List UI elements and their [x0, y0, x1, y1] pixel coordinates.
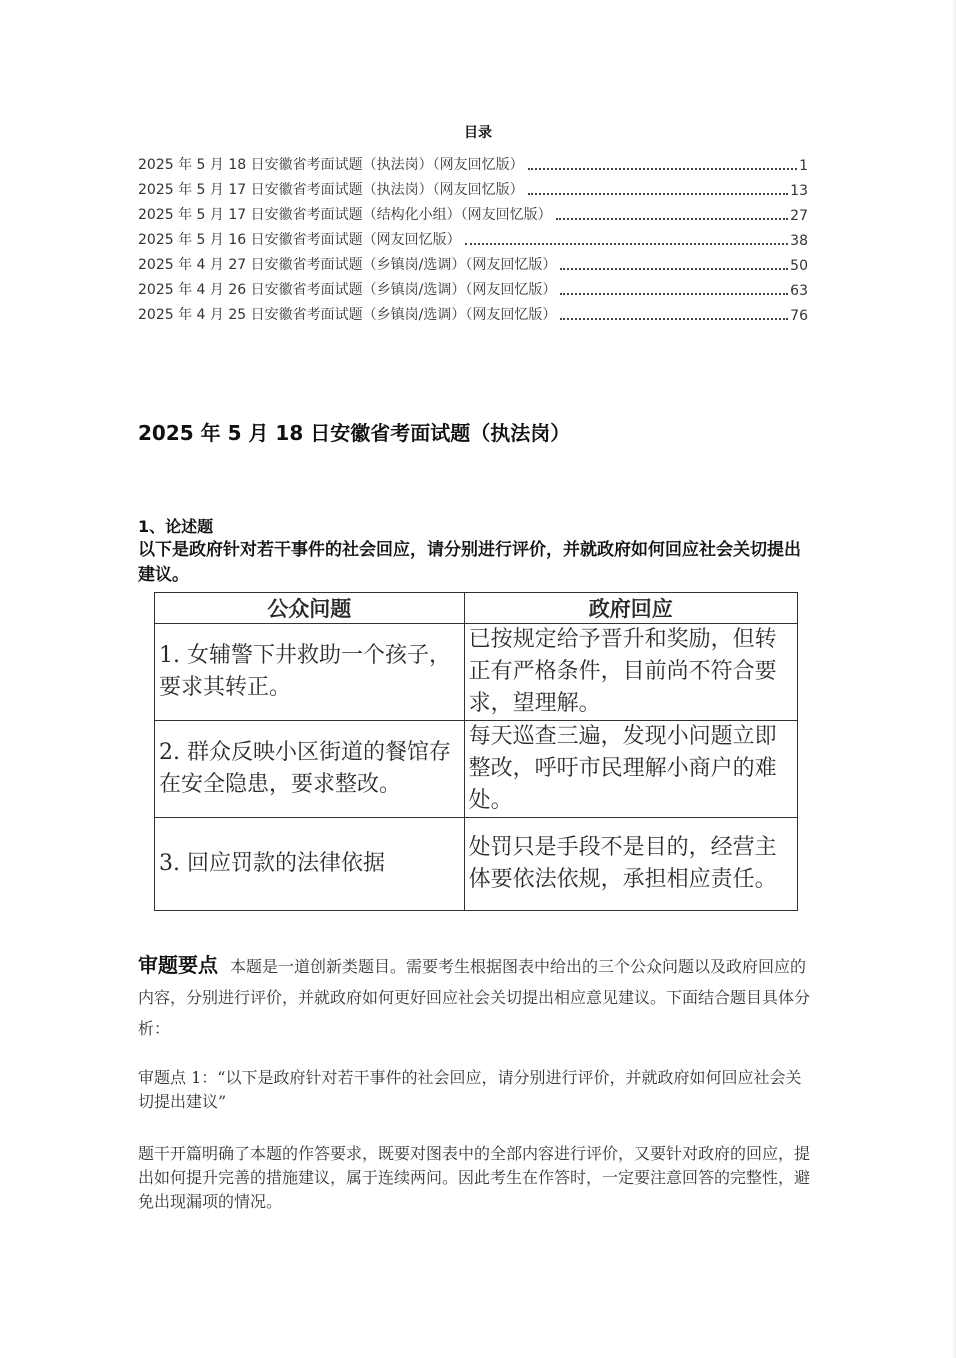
question-table	[154, 592, 798, 911]
response-cell: 每天巡查三遍，发现小问题立即整改，呼吁市民理解小商户的难处。	[464, 721, 797, 818]
toc-entry-page: 76	[790, 308, 808, 324]
toc-leader-dots	[528, 192, 789, 195]
response-cell: 已按规定给予晋升和奖励，但转正有严格条件，目前尚不符合要求，望理解。	[464, 624, 797, 721]
toc-leader-dots	[465, 242, 789, 245]
analysis-point-1: 审题点 1：“以下是政府针对若干事件的社会回应，请分别进行评价，并就政府如何回应社会关切提出建议”	[138, 1068, 802, 1111]
toc-entry-text: 2025 年 5 月 17 日安徽省考面试题（执法岗）（网友回忆版）	[138, 182, 524, 198]
toc-entry-text: 2025 年 5 月 16 日安徽省考面试题（网友回忆版）	[138, 232, 461, 248]
issue-cell: 1. 女辅警下井救助一个孩子，要求其转正。	[155, 624, 465, 721]
table-of-contents	[138, 149, 808, 324]
toc-entry-page: 27	[790, 208, 808, 224]
toc-leader-dots	[556, 217, 789, 220]
toc-entry-text: 2025 年 4 月 27 日安徽省考面试题（乡镇岗/选调）（网友回忆版）	[138, 257, 557, 273]
toc-entry-text: 2025 年 5 月 18 日安徽省考面试题（执法岗）（网友回忆版）	[138, 157, 524, 173]
toc-leader-dots	[560, 267, 788, 270]
question-number: 1、论述题	[138, 517, 214, 536]
table-header-row	[155, 593, 798, 624]
toc-entry-text: 2025 年 4 月 26 日安徽省考面试题（乡镇岗/选调）（网友回忆版）	[138, 282, 557, 298]
toc-entry[interactable]	[138, 149, 808, 174]
header-public-issue: 公众问题	[155, 593, 465, 624]
question-prompt: 以下是政府针对若干事件的社会回应，请分别进行评价，并就政府如何回应社会关切提出建议。	[138, 540, 801, 585]
analysis-point-1-detail: 题干开篇明确了本题的作答要求，既要对图表中的全部内容进行评价，又要针对政府的回应，提出如何提升完善的措施建议，属于连续两问。因此考生在作答时，一定要注意回答的完整性，避免出现漏项的情况。	[138, 1144, 811, 1211]
table-row	[155, 624, 798, 721]
toc-entry[interactable]	[138, 199, 808, 224]
toc-entry[interactable]	[138, 299, 808, 324]
toc-entry-text: 2025 年 4 月 25 日安徽省考面试题（乡镇岗/选调）（网友回忆版）	[138, 307, 557, 323]
toc-entry-text: 2025 年 5 月 17 日安徽省考面试题（结构化小组）（网友回忆版）	[138, 207, 552, 223]
toc-entry-page: 13	[790, 183, 808, 199]
toc-leader-dots	[560, 292, 788, 295]
analysis-heading: 审题要点	[138, 953, 218, 977]
toc-entry-page: 50	[790, 258, 808, 274]
analysis-intro	[138, 950, 814, 1044]
issue-cell: 3. 回应罚款的法律依据	[155, 818, 465, 911]
toc-entry[interactable]	[138, 224, 808, 249]
table-row	[155, 818, 798, 911]
table-row	[155, 721, 798, 818]
toc-entry-page: 63	[790, 283, 808, 299]
toc-leader-dots	[528, 167, 797, 170]
issue-cell: 2. 群众反映小区街道的餐馆存在安全隐患，要求整改。	[155, 721, 465, 818]
toc-entry[interactable]	[138, 249, 808, 274]
response-cell: 处罚只是手段不是目的，经营主体要依法依规，承担相应责任。	[464, 818, 797, 911]
toc-entry-page: 1	[799, 158, 808, 174]
toc-title: 目录	[464, 125, 492, 141]
toc-entry-page: 38	[790, 233, 808, 249]
analysis-intro-text: 本题是一道创新类题目。需要考生根据图表中给出的三个公众问题以及政府回应的内容，分别进行评价，并就政府如何更好回应社会关切提出相应意见建议。下面结合题目具体分析：	[138, 957, 811, 1038]
page-edge-shadow	[952, 0, 956, 1358]
header-government-response: 政府回应	[464, 593, 797, 624]
section-title: 2025 年 5 月 18 日安徽省考面试题（执法岗）	[138, 421, 571, 445]
toc-entry[interactable]	[138, 274, 808, 299]
toc-entry[interactable]	[138, 174, 808, 199]
toc-leader-dots	[560, 317, 788, 320]
